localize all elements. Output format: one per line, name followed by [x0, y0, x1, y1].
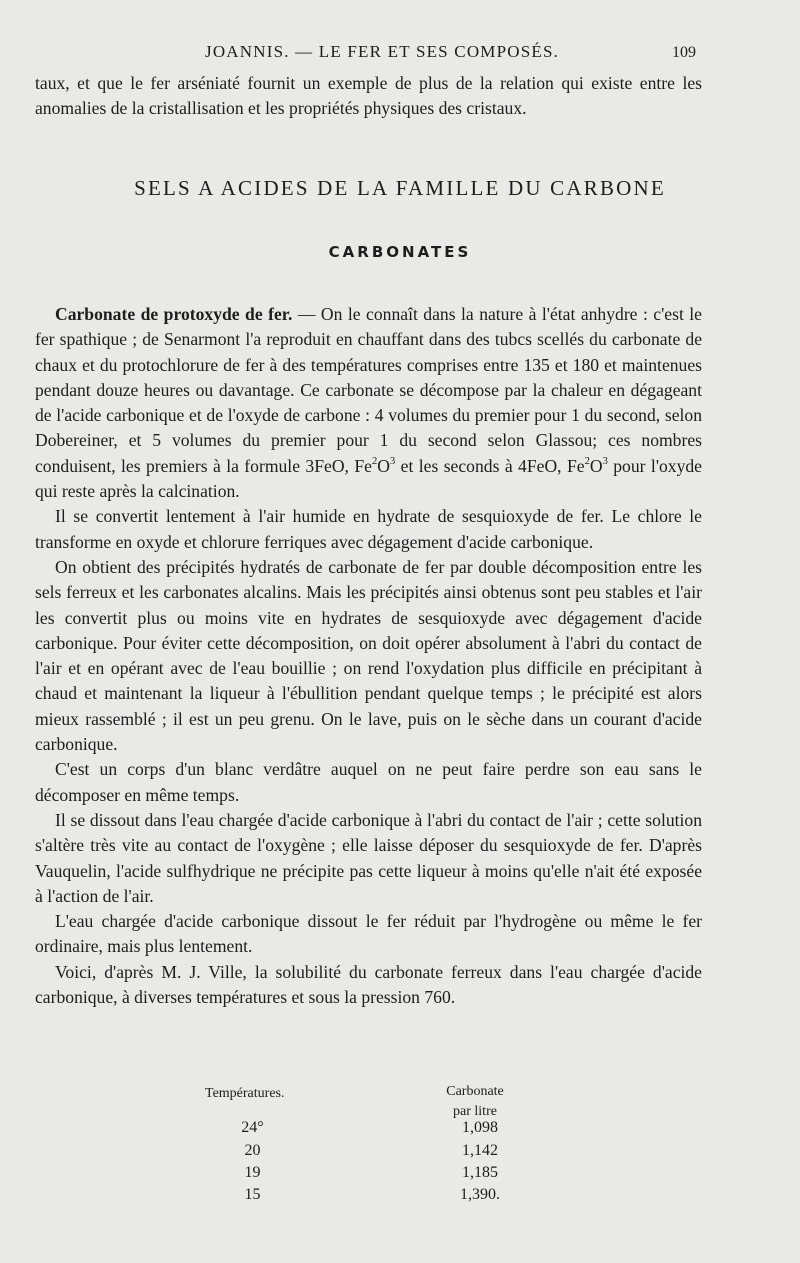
table-cell-carbonate: 1,098 — [462, 1119, 498, 1136]
body-text — [35, 302, 702, 1010]
intro-paragraph-block — [35, 71, 702, 122]
intro-paragraph: taux, et que le fer arséniaté fournit un exemple de plus de la relation qui existe entre les anomalies de la cristallisation et les propriétés physiques des cristaux. — [35, 73, 702, 119]
running-head — [0, 40, 800, 66]
table-header-temperatures: Températures. — [205, 1086, 285, 1101]
table-cell-carbonate: 1,390. — [460, 1186, 500, 1203]
paragraph-solution: Il se dissout dans l'eau chargée d'acide carbonique à l'abri du contact de l'air ; cette solution s'altère très vite au contact de l'oxygène ; elle laisse déposer du sesquioxyde de fer. D'après Vauquelin, l'acide sulfhydrique ne précipite pas cette liqueur à moins qu'elle n'ait été exposée à l'action de l'air. — [35, 809, 702, 906]
section-title: SELS A ACIDES DE LA FAMILLE DU CARBONE — [134, 176, 666, 200]
subsection-title: CARBONATES — [328, 243, 472, 261]
table-cell-temperature: 15 — [244, 1186, 261, 1203]
paragraph-dissolution: L'eau chargée d'acide carbonique dissout le fer réduit par l'hydrogène ou même le fer ordinaire, mais plus lentement. — [35, 911, 702, 957]
page-number: 109 — [672, 44, 696, 61]
paragraph-precipitates: On obtient des précipités hydratés de carbonate de fer par double décomposition entre les sels ferreux et les carbonates alcalins. Mais les précipités ainsi obtenus sont peu stables et l'air les convertit plus ou moins vite en hydrates de sesquioxyde avec dégagement d'acide carbonique. Pour éviter cette décomposition, on doit opérer absolument à l'abri du contact de l'air et en opérant avec de l'eau bouillie ; on rend l'oxydation plus difficile en précipitant à chaud et maintenant la liqueur à l'ébullition pendant quelque temps ; le précipité est alors mieux rassemblé ; il est un peu grenu. On le lave, puis on le sèche dans un courant d'acide carbonique. — [35, 556, 702, 755]
table-cell-carbonate: 1,185 — [462, 1164, 498, 1181]
table-row — [200, 1164, 600, 1188]
table-cell-carbonate: 1,142 — [462, 1142, 498, 1159]
table-row — [200, 1186, 600, 1210]
paragraph-carbonate-intro: Carbonate de protoxyde de fer. — On le connaît dans la nature à l'état anhydre : c'est le fer spathique ; de Senarmont l'a reproduit en chauffant dans des tubcs scellés du carbonate de chaux et du protochlorure de fer à des températures comprises entre 135 et 180 et maintenues pendant douze heures ou davantage. Ce carbonate se décompose par la chaleur en dégageant de l'acide carbonique et de l'oxyde de carbone : 4 volumes du premier pour 1 du second, selon Dobereiner, et 5 volumes du premier pour 1 du second selon Glassou; ces nombres conduisent, les premiers à la formule 3FeO, $Fe^2O^3$ et les seconds à 4FeO, $Fe^2O^3$ pour l'oxyde qui reste après la calcination. — [35, 304, 702, 502]
table-header-carbonate: Carbonate par litre — [446, 1084, 504, 1119]
paragraph-solubility-intro: Voici, d'après M. J. Ville, la solubilité du carbonate ferreux dans l'eau chargée d'acide carbonique, à diverses températures et sous la pression 760. — [35, 961, 702, 1008]
table-cell-temperature: 19 — [244, 1164, 261, 1181]
table-row — [200, 1142, 600, 1166]
paragraph-appearance: C'est un corps d'un blanc verdâtre auquel on ne peut faire perdre son eau sans le décomposer en même temps. — [35, 759, 702, 805]
running-head-title: JOANNIS. — LE FER ET SES COMPOSÉS. — [205, 42, 560, 61]
run-in-heading: Carbonate de protoxyde de fer. — [55, 304, 293, 324]
table-row — [200, 1119, 600, 1143]
table-cell-temperature: 24° — [241, 1119, 264, 1136]
paragraph-conversion: Il se convertit lentement à l'air humide en hydrate de sesquioxyde de fer. Le chlore le transforme en oxyde et chlorure ferriques avec dégagement d'acide carbonique. — [35, 506, 702, 552]
table-cell-temperature: 20 — [244, 1142, 261, 1159]
